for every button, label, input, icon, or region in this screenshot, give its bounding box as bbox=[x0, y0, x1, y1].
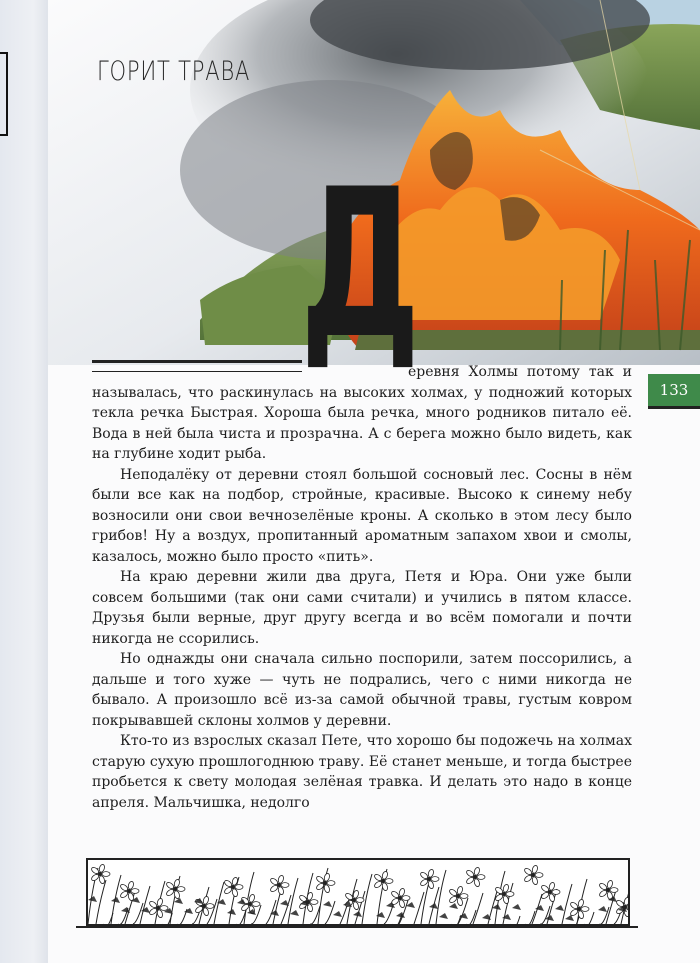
paragraph-1: еревня Холмы потому так и называлась, что раскинулась на высоких холмах, у подножий которых текла речка Быстрая. Хороша была речка, много родников питало её. Вода в ней была чиста и прозрачна. А с берега можно было видеть, как на глубине ходит рыба. bbox=[92, 364, 632, 462]
paragraph-3: На краю деревни жили два друга, Петя и Юра. Они уже были совсем большими (так они сами считали) и учились в пятом классе. Друзья были верные, друг другу всегда и во всём помогали и почти никогда не ссорились. bbox=[92, 569, 632, 647]
flower-border-illustration bbox=[86, 858, 630, 926]
paragraph-2: Неподалёку от деревни стоял большой сосновый лес. Сосны в нём были все как на подбор, стройные, красивые. Высоко к синему небу возносили они свои вечнозелёные кроны. А сколько в этом лесу было грибов! Ну а воздух, пропитанный ароматным запахом хвои и смолы, казалось, можно было просто «пить». bbox=[92, 466, 632, 565]
story-text bbox=[92, 362, 632, 813]
bottom-rule-line bbox=[76, 926, 638, 928]
drop-cap-letter: Д bbox=[300, 146, 421, 384]
chapter-title: ГОРИТ ТРАВА bbox=[97, 56, 251, 87]
paragraph-4: Но однажды они сначала сильно поспорили, затем поссорились, а дальше и того хуже — чуть не подрались, чего с ними никогда не бывало. А произошло всё из-за самой обычной травы, густым ковром покрывавшей склоны холмов у деревни. bbox=[92, 651, 632, 729]
page-number: 133 bbox=[659, 381, 689, 399]
page-number-tab bbox=[648, 374, 700, 409]
paragraph-5: Кто-то из взрослых сказал Пете, что хорошо бы подожечь на холмах старую сухую прошлогоднюю траву. Её станет меньше, и тогда быстрее пробьется к свету молодая зелёная травка. И делать это надо в конце апреля. Мальчишка, недолго bbox=[92, 733, 632, 811]
